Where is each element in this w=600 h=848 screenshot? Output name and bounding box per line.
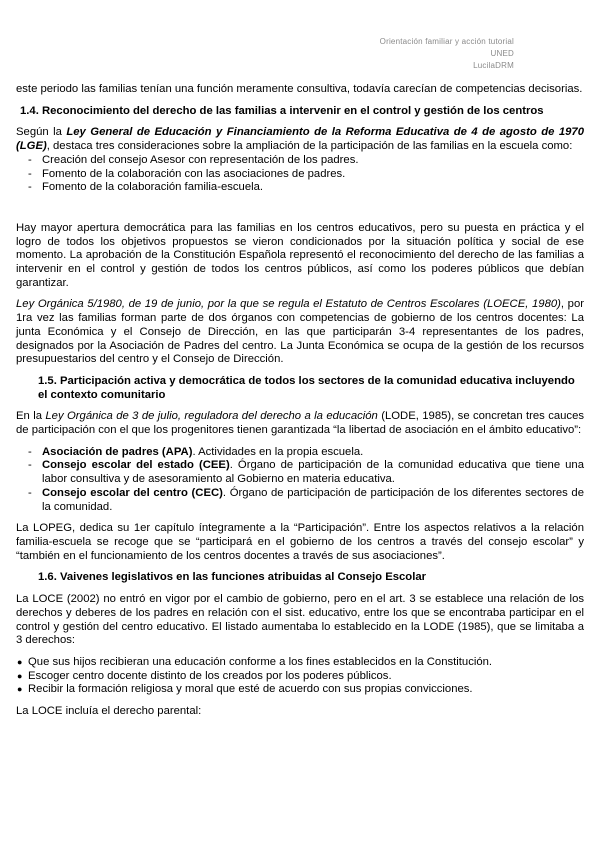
section-1-6-paragraph-2: La LOCE incluía el derecho parental:	[16, 705, 202, 718]
list-item: ● Recibir la formación religiosa y moral que esté de acuerdo con sus propias convicciones.	[16, 683, 584, 697]
text-run: En la	[16, 410, 46, 423]
item-description: . Órgano de participación de la comunidad educativa que tiene una labor consultiva y de asesoramiento al Gobierno en materia educativa.	[42, 459, 585, 486]
list-item: - Fomento de la colaboración familia-escuela.	[16, 181, 584, 195]
list-item	[16, 459, 584, 486]
header-course-title: Orientación familiar y acción tutorial	[379, 37, 514, 46]
section-1-6-paragraph-1: La LOCE (2002) no entró en vigor por el cambio de gobierno, pero en el art. 3 se establece una relación de los derechos y deberes de los padres en relación con el sist. educativo, entre los que se encontraba participar en el control y gestión del centro educativo. El listado aumentaba lo establecido en la LODE (1985), que se limitaba a 3 derechos:	[16, 593, 584, 647]
page-header	[380, 36, 514, 72]
list-item	[16, 487, 584, 514]
section-1-4-heading: 1.4. Reconocimiento del derecho de las familias a intervenir en el control y gestión de los centros	[20, 104, 544, 117]
list-item	[16, 446, 584, 460]
section-1-5-paragraph-1	[16, 410, 584, 437]
law-title-loece: Ley Orgánica 5/1980, de 19 de junio, por la que se regula el Estatuto de Centros Escolares (LOECE, 1980)	[16, 298, 561, 311]
section-1-4-paragraph-2: Hay mayor apertura democrática para las familias en los centros educativos, pero su puesta en práctica y el logro de todos los objetivos propuestos se vieron condicionados por la situación política y social de ese momento. La aprobación de la Constitución Española representó el reconocimiento del derecho de las familias a intervenir en el control y gestión de todos los centros públicos, así como los poderes públicos que debían garantizar.	[16, 221, 584, 289]
list-item: ● Que sus hijos recibieran una educación conforme a los fines establecidos en la Constitución.	[16, 656, 584, 670]
document-body	[16, 83, 584, 719]
item-description: . Órgano de participación de participación de los diferentes sectores de la comunidad.	[42, 486, 584, 513]
section-1-6-heading: 1.6. Vaivenes legislativos en las funciones atribuidas al Consejo Escolar	[38, 571, 427, 584]
list-item: - Fomento de la colaboración con las asociaciones de padres.	[16, 168, 584, 182]
section-1-4-paragraph-3	[16, 298, 584, 367]
section-1-5-paragraph-2: La LOPEG, dedica su 1er capítulo íntegramente a la “Participación”. Entre los aspectos relativos a la relación familia-escuela se recoge que se “participará en el gobierno de los centros a través del consejo escolar” y “también en el funcionamiento de los centros docentes a través de sus asociaciones”.	[16, 522, 584, 562]
header-university: UNED	[490, 49, 514, 58]
section-1-5-heading: 1.5. Participación activa y democrática de todos los sectores de la comunidad educativa incluyendo el contexto comunitario	[38, 374, 575, 401]
text-run: , destaca tres consideraciones sobre la ampliación de la participación de las familias en la escuela como:	[46, 140, 573, 153]
item-term: Consejo escolar del estado (CEE)	[42, 459, 230, 472]
header-author: LucilaDRM	[473, 61, 514, 70]
text-run: Según la	[16, 126, 67, 139]
text-run: (LODE, 1985), se concretan tres cauces de participación con el que los progenitores tienen garantizada “la libertad de asociación en el ámbito educativo”:	[16, 410, 585, 437]
lge-considerations-list	[16, 154, 584, 195]
item-term: Consejo escolar del centro (CEC)	[42, 486, 223, 499]
intro-paragraph: este periodo las familias tenían una función meramente consultiva, todavía carecían de competencias decisorias.	[16, 83, 583, 95]
item-term: Asociación de padres (APA)	[42, 445, 193, 458]
text-run: , por 1ra vez las familias forman parte de dos órganos con competencias de gobierno de los centros docentes: La junta Económica y el Consejo de Dirección, en las que participarán 3-4 representantes de los padres, designados por la Asociación de Padres del centro. La Junta Económica se ocupa de la gestión de los recursos presupuestarios del centro y el Consejo de Dirección.	[16, 298, 584, 366]
item-description: . Actividades en la propia escuela.	[192, 445, 364, 458]
list-item: - Creación del consejo Asesor con representación de los padres.	[16, 154, 584, 168]
law-title-lode: Ley Orgánica de 3 de julio, reguladora del derecho a la educación	[45, 410, 378, 423]
section-1-4-paragraph-1	[16, 126, 584, 153]
law-title-lge: Ley General de Educación y Financiamiento de la Reforma Educativa de 4 de agosto de 1970 (LGE)	[16, 126, 584, 153]
list-item: ● Escoger centro docente distinto de los creados por los poderes públicos.	[16, 670, 584, 684]
parental-rights-list	[16, 656, 584, 697]
participation-channels-list	[16, 446, 584, 515]
